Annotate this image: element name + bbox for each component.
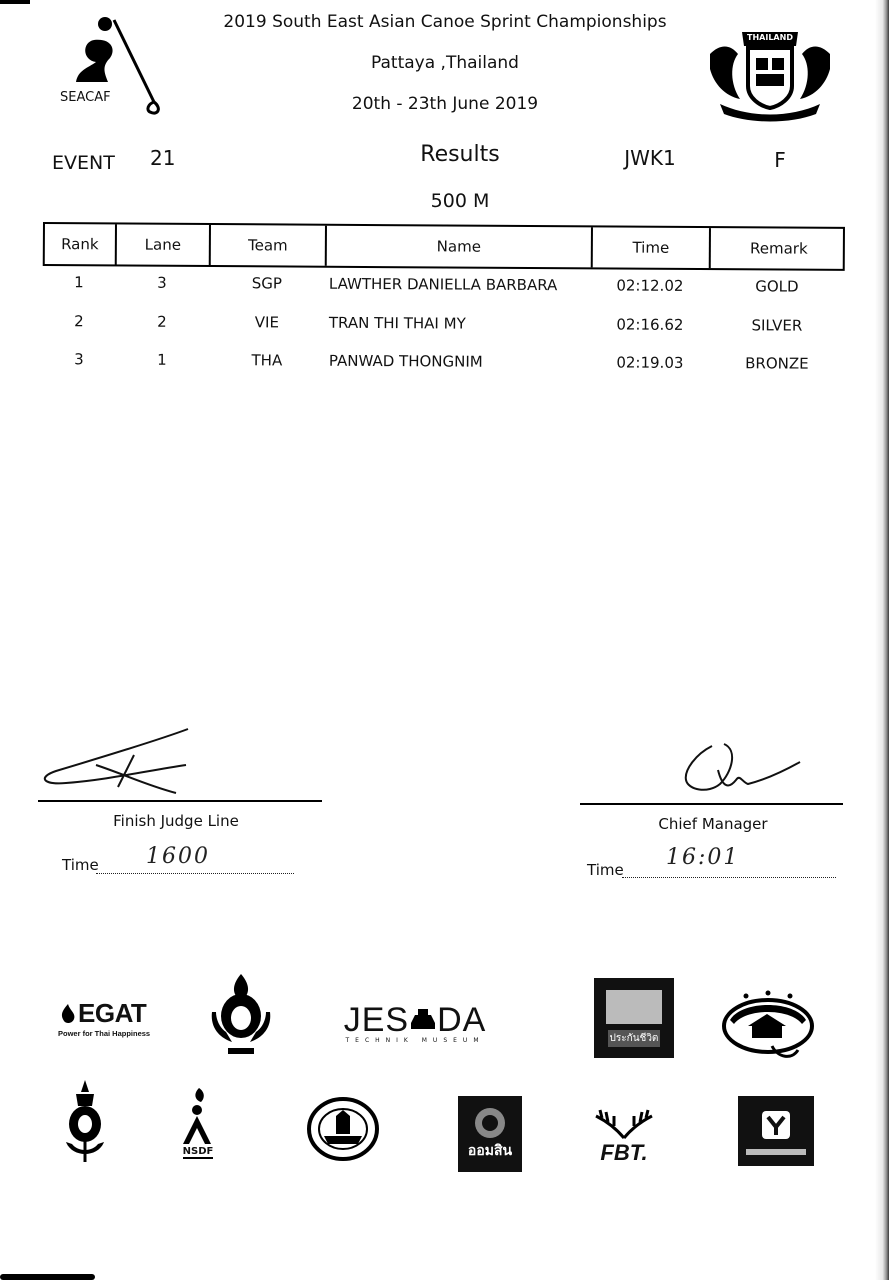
event-location: Pattaya ,Thailand [371, 53, 519, 73]
farm-badge-icon [722, 990, 814, 1064]
finish-judge-time-value: 1600 [146, 844, 210, 869]
jesada-text-right: DA [437, 1000, 487, 1039]
table-row [43, 267, 845, 302]
bank-logo [738, 1096, 814, 1166]
table-row [43, 344, 845, 379]
crest-icon [700, 14, 840, 124]
bank-emblem-icon [758, 1107, 794, 1143]
column-header-team: Team [211, 225, 327, 266]
round-code: F [774, 148, 786, 172]
rank-cell: 2 [74, 312, 84, 331]
table-row [43, 306, 845, 341]
scan-mark-bottom [0, 1274, 95, 1280]
jesada-subtitle: TECHNIK MUSEUM [345, 1036, 485, 1044]
lane-cell: 1 [157, 350, 167, 369]
event-number: 21 [150, 146, 176, 170]
gsb-emblem-icon [472, 1106, 508, 1140]
gsb-aomsin-logo [458, 1096, 522, 1172]
column-header-lane: Lane [117, 224, 211, 265]
chief-manager-time-label: Time [587, 861, 624, 879]
egat-name: EGAT [78, 998, 147, 1028]
paddler-icon [58, 12, 178, 122]
chief-manager-signature [678, 740, 808, 800]
race-distance: 500 M [430, 190, 490, 212]
seacaf-logo [58, 12, 178, 122]
nsdf-logo [166, 1076, 230, 1168]
chief-manager-label: Chief Manager [658, 815, 768, 833]
remark-cell: BRONZE [745, 354, 809, 373]
finish-judge-time-label: Time [62, 856, 99, 874]
life-insurance-name: ประกันชีวิต [608, 1030, 661, 1047]
crest-banner-text: THAILAND [747, 33, 793, 42]
finish-judge-signature-line [38, 800, 322, 802]
aomsin-name: ออมสิน [467, 1143, 513, 1159]
team-cell: SGP [251, 274, 283, 293]
car-icon [409, 1007, 437, 1033]
pattaya-seal-logo [306, 1096, 380, 1162]
chief-manager-time-line [622, 876, 836, 878]
team-cell: THA [251, 351, 283, 370]
event-title: 2019 South East Asian Canoe Sprint Championships [223, 12, 667, 32]
city-seal-icon [306, 1096, 380, 1162]
egat-logo [58, 994, 154, 1042]
column-header-remark: Remark [749, 239, 808, 258]
fbt-name: FBT. [600, 1140, 648, 1165]
time-cell: 02:16.62 [616, 315, 684, 334]
scan-mark-top [0, 0, 30, 4]
royal-emblem-logo [206, 972, 276, 1056]
time-cell: 02:12.02 [616, 276, 684, 295]
chief-manager-signature-line [580, 803, 843, 805]
rank-cell: 3 [74, 350, 84, 369]
laurel-icon [594, 1106, 654, 1140]
navy-emblem-logo [62, 1078, 108, 1164]
column-header-name: Name [327, 226, 593, 268]
remark-cell: SILVER [751, 316, 803, 335]
chief-manager-time-value: 16:01 [666, 845, 740, 870]
name-cell: LAWTHER DANIELLA BARBARA [328, 274, 558, 295]
finish-judge-time-line [96, 872, 294, 874]
thailand-crest [700, 14, 840, 124]
team-cell: VIE [254, 313, 280, 332]
egat-flame-icon [58, 1003, 78, 1025]
jesada-text-left: JES [343, 1000, 410, 1039]
time-cell: 02:19.03 [616, 353, 684, 372]
page-edge-shadow [875, 0, 889, 1280]
jesada-museum-logo [342, 1000, 488, 1046]
nsdf-name: NSDF [182, 1145, 214, 1157]
event-dates: 20th - 23th June 2019 [351, 94, 539, 114]
name-cell: PANWAD THONGNIM [328, 351, 483, 371]
anchor-crest-icon [62, 1078, 108, 1164]
torch-figure-icon [173, 1086, 223, 1146]
results-table-header [43, 222, 845, 271]
class-code: JWK1 [624, 146, 676, 170]
lane-cell: 3 [157, 273, 167, 292]
garuda-emblem-icon [206, 972, 276, 1056]
event-label: EVENT [52, 152, 115, 174]
rank-cell: 1 [74, 273, 84, 292]
finish-judge-signature [36, 725, 196, 795]
life-insurance-logo [594, 978, 674, 1058]
column-header-time: Time [593, 227, 711, 268]
finish-judge-label: Finish Judge Line [113, 812, 239, 830]
remark-cell: GOLD [755, 277, 799, 296]
name-cell: TRAN THI THAI MY [328, 313, 466, 333]
seacaf-logo-text: SEACAF [60, 90, 111, 105]
farm-brand-logo [722, 990, 814, 1064]
results-heading: Results [420, 142, 500, 167]
column-header-rank: Rank [45, 224, 117, 264]
lane-cell: 2 [157, 312, 167, 331]
egat-tagline: Power for Thai Happiness [58, 1029, 151, 1038]
fbt-logo [586, 1104, 662, 1168]
